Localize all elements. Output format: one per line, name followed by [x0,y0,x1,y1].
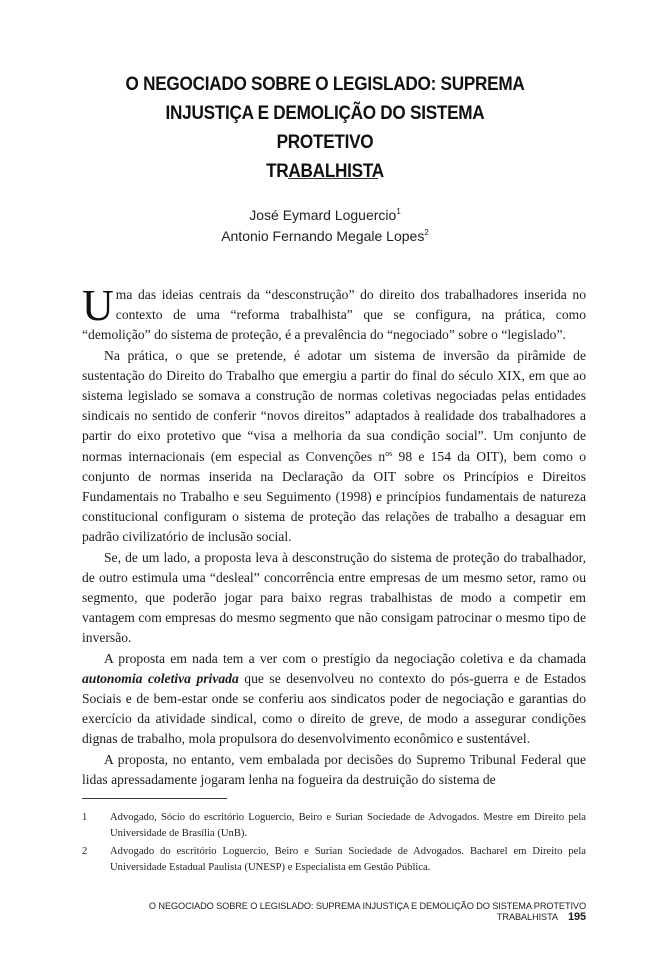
author-2-footnote-ref[interactable]: 2 [424,228,429,237]
article-title [118,70,532,186]
author-2 [90,226,560,247]
title-line-2: INJUSTIÇA E DEMOLIÇÃO DO SISTEMA PROTETIVO [165,102,485,153]
author-1-name: José Eymard Loguercio [249,207,397,223]
author-1 [90,205,560,226]
footnote-1-text: Advogado, Sócio do escritório Loguercio, Beiro e Surian Sociedade de Advogados. Mestre em Direito pela Universidade de Brasília (UnB). [110,812,586,839]
paragraph-4-text-b: que se desenvolveu no contexto do pós-guerra e de Estados Sociais e de bem-estar onde se conferiu aos sindicatos poder de negociação e garantias do exercício da atividade sindical, como o direito de greve, de modo a assegurar condições dignas de trabalho, mola propulsora do desenvolvimento econômico e sustentável. [82,670,586,747]
paragraph-4 [82,649,586,750]
footnote-1 [82,810,586,841]
running-footer [82,901,586,923]
paragraph-2 [82,346,586,548]
paragraph-1-text: ma das ideias centrais da “desconstrução” do direito dos trabalhadores inserida no contexto de uma “reforma trabalhista” que se configura, na prática, como “demolição” do sistema de proteção, é a prevalência do “negociado” sobre o “legislado”. [82,287,586,343]
drop-cap: U [82,281,114,330]
author-1-footnote-ref[interactable]: 1 [396,207,401,216]
authors-block [90,205,560,247]
footnotes [82,810,586,878]
paragraph-2-text-a: Na prática, o que se pretende, é adotar um sistema de inversão da pirâmide de sustentação do Direito do Trabalho que emergiu a partir do final do século XIX, em que ao sistema legislado se somava a construção de normas coletivas negociadas pelas entidades sindicais no sentido de conferir “novos direitos” adaptados à realidade dos trabalhadores a partir do eixo protetivo que “visa a melhoria da sua condição social”. Um conjunto de normas internacionais (em especial as Convenções n [82,347,586,464]
footnote-1-number: 1 [82,812,88,823]
footnote-divider [82,798,227,799]
title-line-3: TRABALHISTA [266,160,384,182]
author-2-name: Antonio Fernando Megale Lopes [221,228,425,244]
running-title: O NEGOCIADO SOBRE O LEGISLADO: SUPREMA INJUSTIÇA E DEMOLIÇÃO DO SISTEMA PROTETIVO TRABALHISTA [148,901,586,922]
title-divider [288,178,378,179]
paragraph-4-emphasis: autonomia coletiva privada [82,670,239,686]
footnote-2 [82,844,586,875]
paragraph-2-superscript: os [385,448,393,458]
footnote-2-text: Advogado do escritório Loguercio, Beiro e Surian Sociedade de Advogados. Bacharel em Direito pela Universidade Estadual Paulista (UNESP) e Especialista em Gestão Pública. [110,846,586,873]
footnote-2-number: 2 [82,846,88,857]
title-line-1: O NEGOCIADO SOBRE O LEGISLADO: SUPREMA [125,73,525,95]
paragraph-2-text-b: 98 e 154 da OIT), bem como o conjunto de normas inserida na Declaração da OIT sobre os Princípios e Direitos Fundamentais no Trabalho e seu Seguimento (1998) e princípios fundamentais de natureza constitucional configuram o sistema de proteção das relações de trabalho a desaguar em padrão civilizatório de inclusão social. [82,448,586,545]
paragraph-1 [82,281,586,346]
paragraph-3: Se, de um lado, a proposta leva à desconstrução do sistema de proteção do trabalhador, de outro estimula uma “desleal” concorrência entre empresas de um mesmo setor, ramo ou segmento, que poderão jogar para baixo regras trabalhistas de modo a competir em vantagem com empresas do mesmo segmento que não consigam patrocinar o mesmo tipo de inversão. [82,549,586,646]
page-number: 195 [567,911,586,923]
article-body [82,281,586,790]
paragraph-4-text-a: A proposta em nada tem a ver com o prestígio da negociação coletiva e da chamada [104,650,586,666]
paragraph-5: A proposta, no entanto, vem embalada por decisões do Supremo Tribunal Federal que lidas apressadamente jogaram lenha na fogueira da destruição do sistema de [82,751,586,787]
